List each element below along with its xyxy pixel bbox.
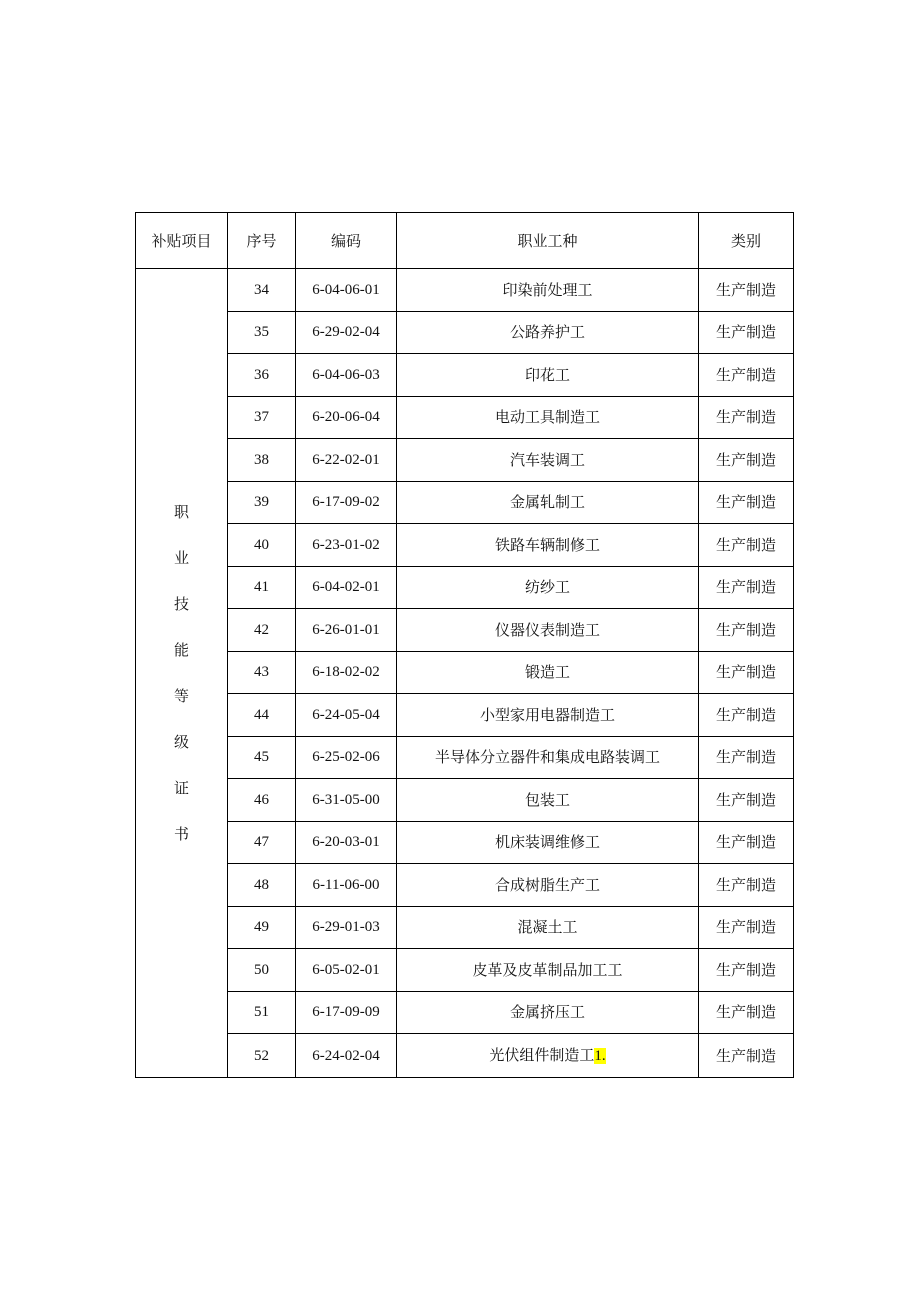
- occupation-cell: [397, 354, 699, 397]
- table-row: [136, 481, 794, 524]
- table-row: [136, 821, 794, 864]
- code-cell: 6-04-06-03: [296, 354, 397, 397]
- code-cell: 6-04-02-01: [296, 566, 397, 609]
- table-row: [136, 354, 794, 397]
- table-row: [136, 651, 794, 694]
- subsidy-occupation-table: [135, 212, 794, 1078]
- occupation-text: 皮革及皮革制品加工工: [472, 960, 623, 979]
- project-name-char: 级: [173, 733, 189, 751]
- seq-cell: 46: [228, 779, 296, 822]
- occupation-text: 光伏组件制造工: [489, 1046, 595, 1064]
- table-row: [136, 269, 794, 312]
- category-cell: 生产制造: [699, 311, 794, 354]
- project-name-char: 等: [173, 687, 189, 705]
- seq-cell: 50: [228, 949, 296, 992]
- category-cell: 生产制造: [699, 694, 794, 737]
- seq-cell: 48: [228, 864, 296, 907]
- occupation-cell: [397, 651, 699, 694]
- category-cell: 生产制造: [699, 991, 794, 1034]
- category-cell: 生产制造: [699, 906, 794, 949]
- seq-cell: 39: [228, 481, 296, 524]
- seq-cell: 36: [228, 354, 296, 397]
- table-row: [136, 906, 794, 949]
- occupation-text: 金属挤压工: [509, 1003, 585, 1022]
- project-name-char: 业: [173, 549, 189, 567]
- occupation-text: 半导体分立器件和集成电路装调工: [434, 748, 660, 767]
- category-cell: 生产制造: [699, 396, 794, 439]
- occupation-cell: [397, 779, 699, 822]
- code-cell: 6-24-05-04: [296, 694, 397, 737]
- code-cell: 6-24-02-04: [296, 1034, 397, 1078]
- header-occupation: 职业工种: [397, 213, 699, 269]
- category-cell: 生产制造: [699, 524, 794, 567]
- occupation-cell: [397, 906, 699, 949]
- table-row: [136, 1034, 794, 1078]
- table-row: [136, 524, 794, 567]
- project-name-char: 书: [173, 825, 189, 843]
- table-row: [136, 779, 794, 822]
- seq-cell: 44: [228, 694, 296, 737]
- project-name-char: 能: [173, 641, 189, 659]
- occupation-cell: [397, 439, 699, 482]
- category-cell: 生产制造: [699, 354, 794, 397]
- occupation-text: 小型家用电器制造工: [479, 705, 615, 724]
- category-cell: 生产制造: [699, 736, 794, 779]
- category-cell: 生产制造: [699, 439, 794, 482]
- category-cell: 生产制造: [699, 779, 794, 822]
- seq-cell: 37: [228, 396, 296, 439]
- category-cell: 生产制造: [699, 566, 794, 609]
- occupation-cell: [397, 736, 699, 779]
- occupation-text: 锻造工: [524, 663, 570, 682]
- occupation-text: 印染前处理工: [502, 280, 593, 299]
- table-row: [136, 439, 794, 482]
- code-cell: 6-17-09-09: [296, 991, 397, 1034]
- seq-cell: 35: [228, 311, 296, 354]
- occupation-cell: [397, 949, 699, 992]
- header-seq: 序号: [228, 213, 296, 269]
- occupation-text: 合成树脂生产工: [494, 875, 600, 894]
- seq-cell: 34: [228, 269, 296, 312]
- occupation-cell: [397, 821, 699, 864]
- category-cell: 生产制造: [699, 821, 794, 864]
- highlighted-footnote-mark: 1.: [594, 1048, 606, 1064]
- project-name-vertical: [136, 503, 227, 843]
- occupation-text: 印花工: [524, 365, 570, 384]
- code-cell: 6-20-03-01: [296, 821, 397, 864]
- code-cell: 6-31-05-00: [296, 779, 397, 822]
- occupation-cell: [397, 864, 699, 907]
- table-row: [136, 311, 794, 354]
- project-name-char: 技: [173, 595, 189, 613]
- category-cell: 生产制造: [699, 864, 794, 907]
- code-cell: 6-25-02-06: [296, 736, 397, 779]
- seq-cell: 40: [228, 524, 296, 567]
- table-row: [136, 991, 794, 1034]
- occupation-cell: [397, 609, 699, 652]
- table-row: [136, 949, 794, 992]
- table-row: [136, 736, 794, 779]
- occupation-text: 汽车装调工: [509, 450, 585, 469]
- occupation-cell: [397, 991, 699, 1034]
- seq-cell: 45: [228, 736, 296, 779]
- seq-cell: 42: [228, 609, 296, 652]
- header-code: 编码: [296, 213, 397, 269]
- table-row: [136, 864, 794, 907]
- occupation-cell: [397, 1034, 699, 1078]
- code-cell: 6-29-01-03: [296, 906, 397, 949]
- seq-cell: 52: [228, 1034, 296, 1078]
- code-cell: 6-20-06-04: [296, 396, 397, 439]
- code-cell: 6-29-02-04: [296, 311, 397, 354]
- seq-cell: 43: [228, 651, 296, 694]
- table-row: [136, 694, 794, 737]
- occupation-cell: [397, 481, 699, 524]
- code-cell: 6-23-01-02: [296, 524, 397, 567]
- category-cell: 生产制造: [699, 609, 794, 652]
- occupation-text: 机床装调维修工: [494, 833, 600, 852]
- project-name-cell: [136, 269, 228, 1078]
- table-row: [136, 396, 794, 439]
- seq-cell: 38: [228, 439, 296, 482]
- occupation-text: 仪器仪表制造工: [494, 620, 600, 639]
- occupation-text: 铁路车辆制修工: [494, 535, 600, 554]
- code-cell: 6-11-06-00: [296, 864, 397, 907]
- code-cell: 6-04-06-01: [296, 269, 397, 312]
- seq-cell: 41: [228, 566, 296, 609]
- occupation-cell: [397, 396, 699, 439]
- occupation-text: 混凝土工: [517, 918, 578, 937]
- code-cell: 6-22-02-01: [296, 439, 397, 482]
- project-name-char: 证: [173, 779, 189, 797]
- table-row: [136, 566, 794, 609]
- code-cell: 6-26-01-01: [296, 609, 397, 652]
- seq-cell: 47: [228, 821, 296, 864]
- code-cell: 6-17-09-02: [296, 481, 397, 524]
- occupation-cell: [397, 524, 699, 567]
- category-cell: 生产制造: [699, 269, 794, 312]
- occupation-cell: [397, 269, 699, 312]
- seq-cell: 51: [228, 991, 296, 1034]
- header-project: 补贴项目: [136, 213, 228, 269]
- table-body: [136, 269, 794, 1078]
- category-cell: 生产制造: [699, 949, 794, 992]
- table-header-row: [136, 213, 794, 269]
- occupation-text: 包装工: [524, 790, 570, 809]
- occupation-text: 电动工具制造工: [494, 408, 600, 427]
- code-cell: 6-05-02-01: [296, 949, 397, 992]
- occupation-cell: [397, 694, 699, 737]
- category-cell: 生产制造: [699, 651, 794, 694]
- category-cell: 生产制造: [699, 481, 794, 524]
- occupation-text: 公路养护工: [509, 323, 585, 342]
- project-name-char: 职: [173, 503, 189, 521]
- code-cell: 6-18-02-02: [296, 651, 397, 694]
- occupation-text: 纺纱工: [524, 578, 570, 597]
- occupation-text: 金属轧制工: [509, 493, 585, 512]
- table-row: [136, 609, 794, 652]
- category-cell: 生产制造: [699, 1034, 794, 1078]
- occupation-cell: [397, 311, 699, 354]
- occupation-cell: [397, 566, 699, 609]
- header-category: 类别: [699, 213, 794, 269]
- seq-cell: 49: [228, 906, 296, 949]
